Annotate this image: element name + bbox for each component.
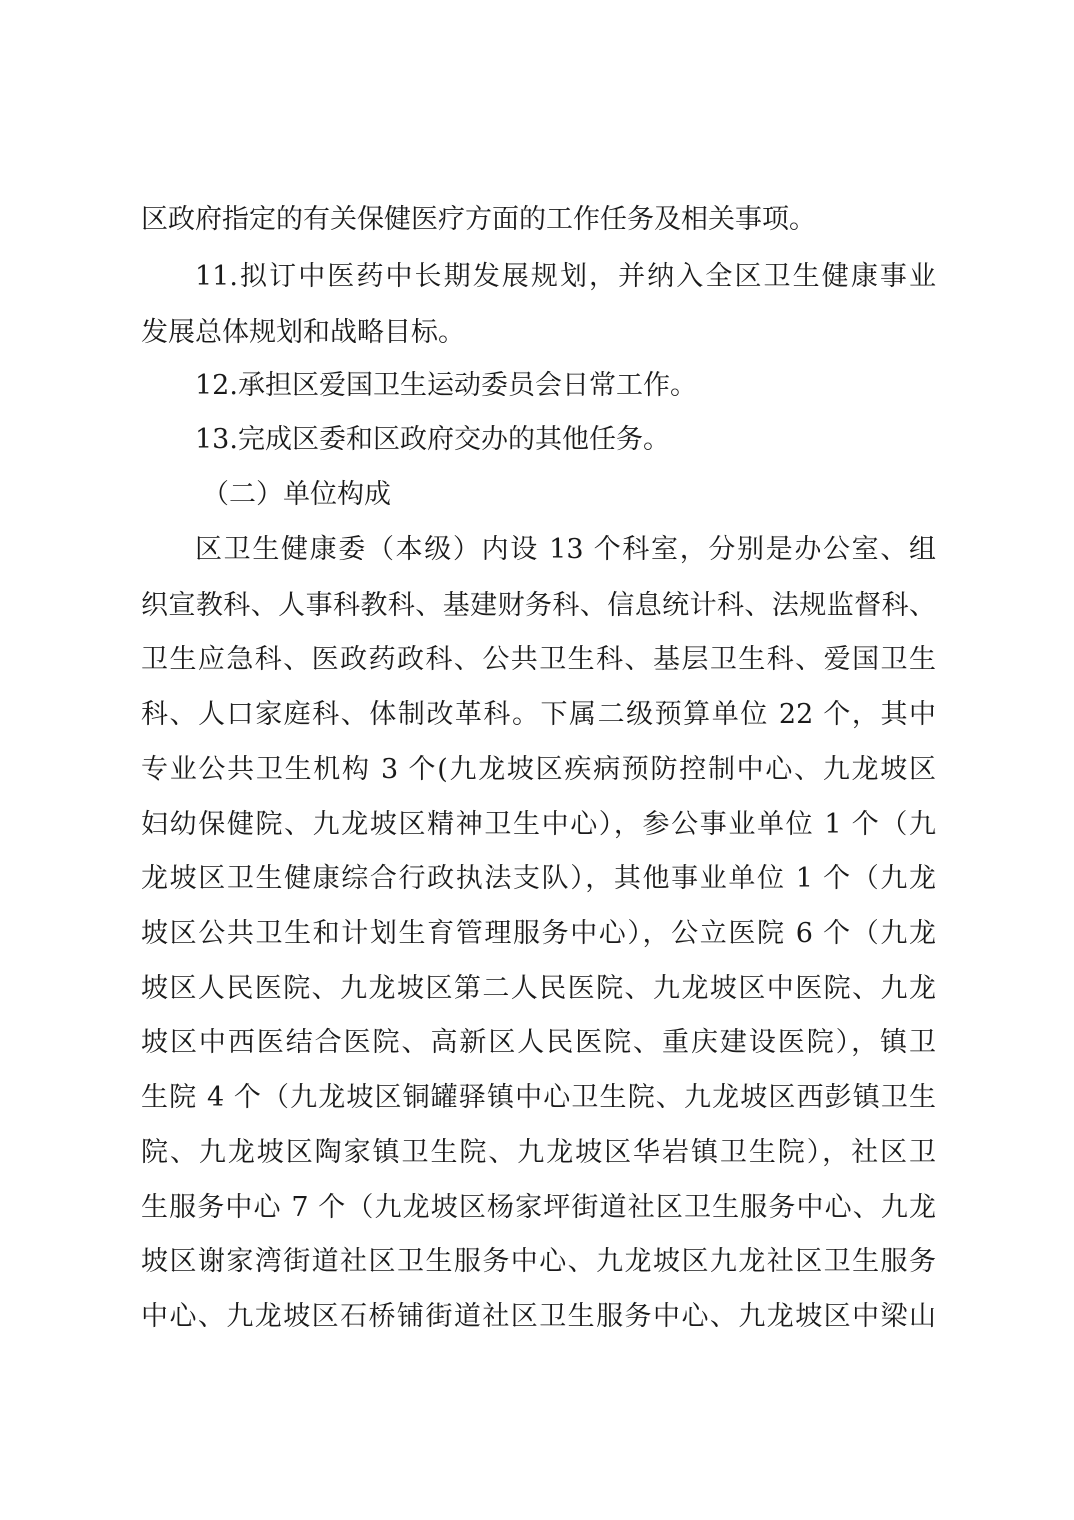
paragraph-line: 生服务中心 7 个（九龙坡区杨家坪街道社区卫生服务中心、九龙 xyxy=(141,1192,936,1223)
paragraph-line: 11.拟订中医药中长期发展规划，并纳入全区卫生健康事业 xyxy=(195,261,936,292)
paragraph-line: 坡区中西医结合医院、高新区人民医院、重庆建设医院），镇卫 xyxy=(141,1027,936,1058)
paragraph-line: 12.承担区爱国卫生运动委员会日常工作。 xyxy=(195,370,697,401)
paragraph-line: 区卫生健康委（本级）内设 13 个科室，分别是办公室、组 xyxy=(195,534,936,565)
paragraph-line: 妇幼保健院、九龙坡区精神卫生中心），参公事业单位 1 个（九 xyxy=(141,809,936,840)
paragraph-line: 科、人口家庭科、体制改革科。下属二级预算单位 22 个，其中 xyxy=(141,699,936,730)
paragraph-line: 织宣教科、人事科教科、基建财务科、信息统计科、法规监督科、 xyxy=(141,590,936,621)
paragraph-line: 院、九龙坡区陶家镇卫生院、九龙坡区华岩镇卫生院），社区卫 xyxy=(141,1137,936,1168)
paragraph-line: 坡区谢家湾街道社区卫生服务中心、九龙坡区九龙社区卫生服务 xyxy=(141,1246,936,1277)
paragraph-line: 卫生应急科、医政药政科、公共卫生科、基层卫生科、爱国卫生 xyxy=(141,644,936,675)
paragraph-line: 区政府指定的有关保健医疗方面的工作任务及相关事项。 xyxy=(141,204,816,235)
paragraph-line: 发展总体规划和战略目标。 xyxy=(141,317,465,348)
paragraph-line: 中心、九龙坡区石桥铺街道社区卫生服务中心、九龙坡区中梁山 xyxy=(141,1301,936,1332)
paragraph-line: 坡区人民医院、九龙坡区第二人民医院、九龙坡区中医院、九龙 xyxy=(141,973,936,1004)
paragraph-line: 龙坡区卫生健康综合行政执法支队），其他事业单位 1 个（九龙 xyxy=(141,863,936,894)
section-heading: （二）单位构成 xyxy=(202,479,391,510)
paragraph-line: 生院 4 个（九龙坡区铜罐驿镇中心卫生院、九龙坡区西彭镇卫生 xyxy=(141,1082,936,1113)
paragraph-line: 坡区公共卫生和计划生育管理服务中心），公立医院 6 个（九龙 xyxy=(141,918,936,949)
paragraph-line: 专业公共卫生机构 3 个(九龙坡区疾病预防控制中心、九龙坡区 xyxy=(141,754,936,785)
paragraph-line: 13.完成区委和区政府交办的其他任务。 xyxy=(195,424,670,455)
